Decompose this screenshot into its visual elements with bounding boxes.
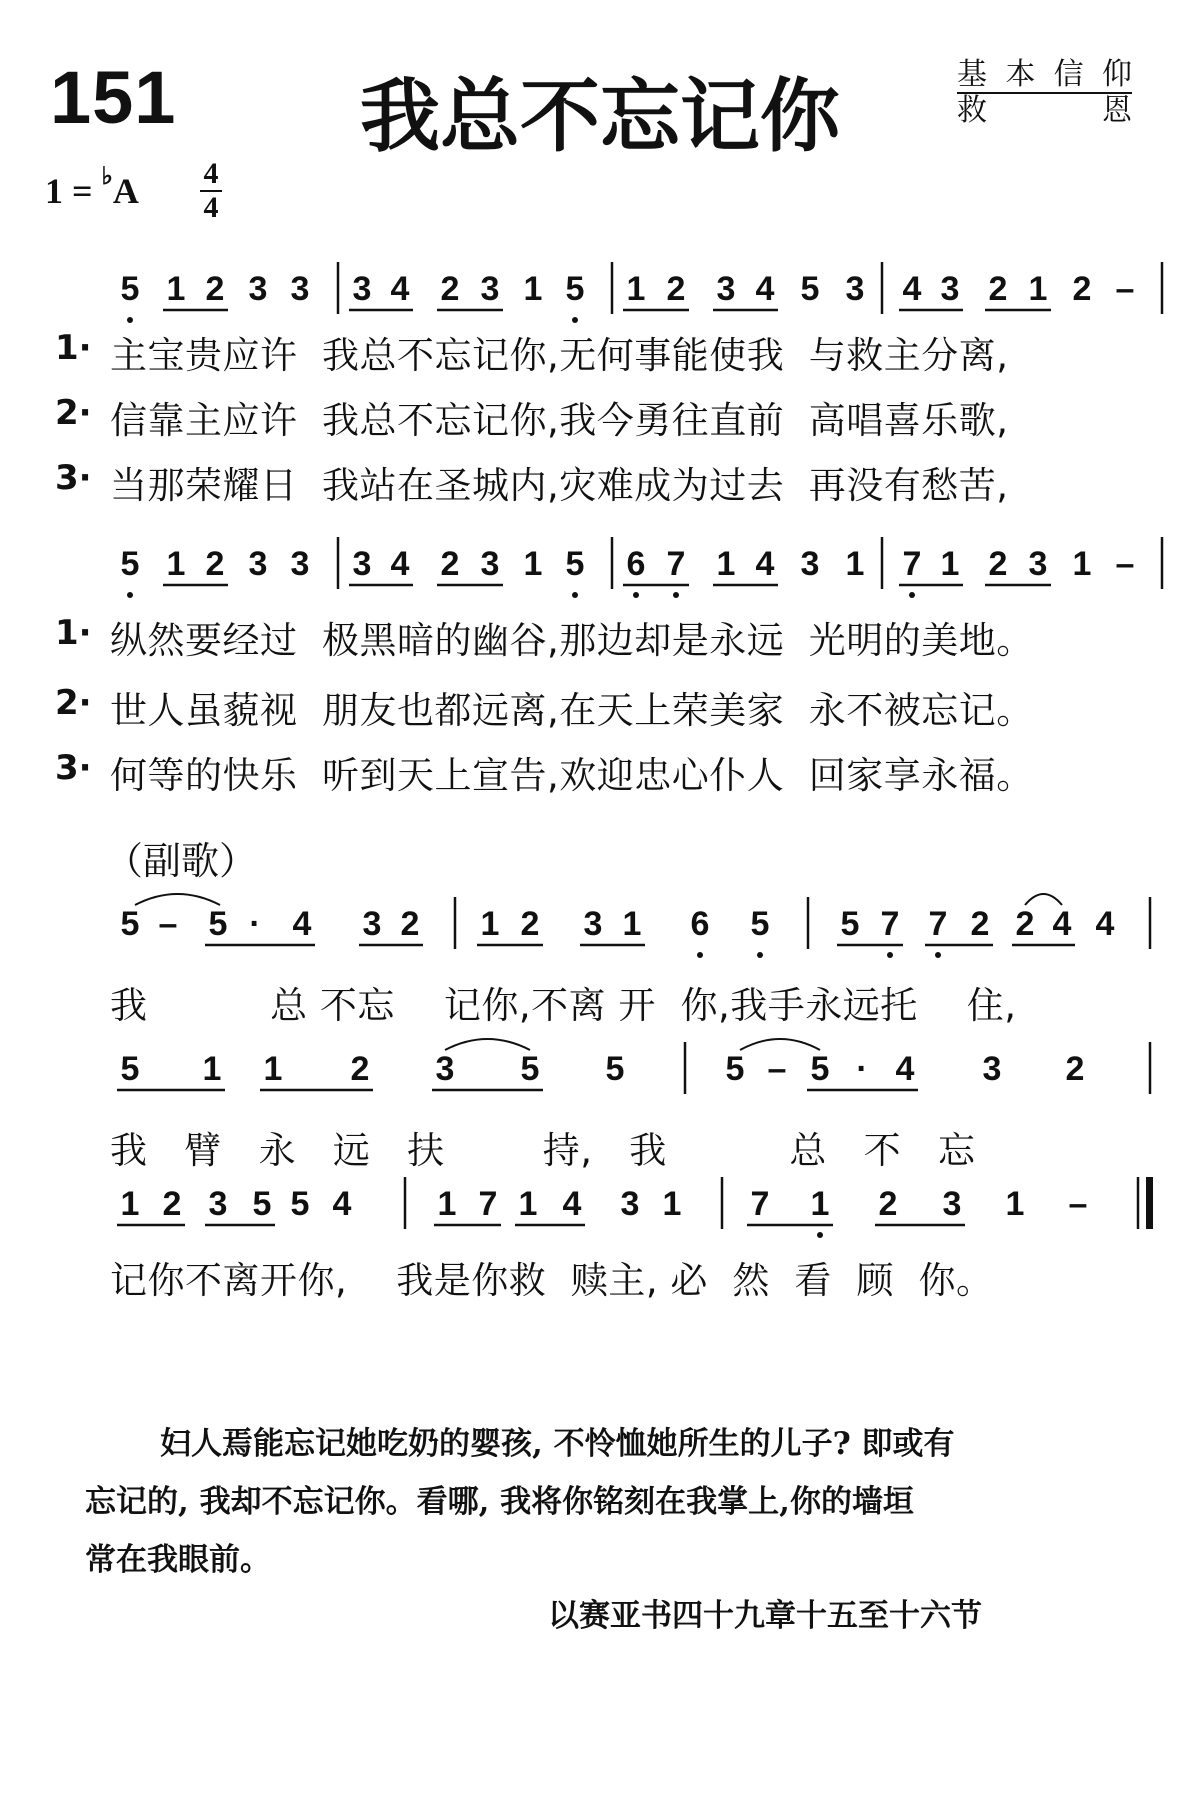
note: 2 xyxy=(520,905,540,943)
note: 5 xyxy=(120,270,140,308)
note: 5 xyxy=(840,905,860,943)
category-label: 基本信仰 xyxy=(957,57,1132,92)
note: 4 xyxy=(895,1050,915,1088)
chorus-label: （副歌） xyxy=(105,839,258,883)
note: 3 xyxy=(942,1185,962,1223)
note: 6 xyxy=(626,545,646,583)
note: 3 xyxy=(583,905,603,943)
note: 1 xyxy=(523,545,543,583)
note: 5 xyxy=(120,905,140,943)
note: 3 xyxy=(352,545,372,583)
note: 5 xyxy=(810,1050,830,1088)
note: 1 xyxy=(940,545,960,583)
note: 2 xyxy=(440,545,460,583)
note: 6 xyxy=(690,905,710,943)
note: 1 xyxy=(1005,1185,1025,1223)
note: 2 xyxy=(205,545,225,583)
scripture-line: 常在我眼前。 xyxy=(85,1542,271,1578)
note: 2 xyxy=(970,905,990,943)
scripture-reference: 以赛亚书四十九章十五至十六节 xyxy=(548,1598,982,1634)
octave-dot xyxy=(909,592,915,598)
note: 1 xyxy=(480,905,500,943)
note: 2 xyxy=(1065,1050,1085,1088)
note: 2 xyxy=(988,270,1008,308)
note: 4 xyxy=(755,270,775,308)
note: 2 xyxy=(400,905,420,943)
octave-dot xyxy=(757,952,763,958)
note: 4 xyxy=(292,905,312,943)
note: 7 xyxy=(666,545,686,583)
note: 3 xyxy=(716,270,736,308)
note: 1 xyxy=(626,270,646,308)
chorus-lyric-line: 我 臂 永 远 扶 持, 我 总 不 忘 xyxy=(110,1129,976,1172)
note: 3 xyxy=(1028,545,1048,583)
lyric-line: 信靠主应许 我总不忘记你,我今勇往直前 高唱喜乐歌, xyxy=(110,399,1009,442)
note: 1 xyxy=(1028,270,1048,308)
note: 2 xyxy=(988,545,1008,583)
note: 2 xyxy=(205,270,225,308)
note: 3 xyxy=(940,270,960,308)
lyric-line: 世人虽藐视 朋友也都远离,在天上荣美家 永不被忘记。 xyxy=(110,689,1034,732)
octave-dot xyxy=(127,317,133,323)
verse-number: 2· xyxy=(55,393,92,433)
final-bar xyxy=(1146,1177,1153,1229)
note: 3 xyxy=(248,270,268,308)
note: 1 xyxy=(622,905,642,943)
note: 4 xyxy=(562,1185,582,1223)
note: 1 xyxy=(263,1050,283,1088)
note: 5 xyxy=(120,1050,140,1088)
octave-dot xyxy=(572,317,578,323)
note: 4 xyxy=(755,545,775,583)
note: 1 xyxy=(662,1185,682,1223)
note: 3 xyxy=(290,270,310,308)
note: 3 xyxy=(352,270,372,308)
lyric-line: 当那荣耀日 我站在圣城内,灾难成为过去 再没有愁苦, xyxy=(110,464,1009,507)
note: 3 xyxy=(290,545,310,583)
note: 1 xyxy=(166,270,186,308)
note: 1 xyxy=(716,545,736,583)
note: 1 xyxy=(523,270,543,308)
note: 1 xyxy=(810,1185,830,1223)
lyric-line: 何等的快乐 听到天上宣告,欢迎忠心仆人 回家享永福。 xyxy=(110,754,1034,797)
note: 3 xyxy=(845,270,865,308)
note: 5 xyxy=(565,270,585,308)
meter-bottom: 4 xyxy=(203,191,219,224)
note: 7 xyxy=(750,1185,770,1223)
note: 5 xyxy=(605,1050,625,1088)
chorus-lyric-line: 我 总 不忘 记你,不离 开 你,我手永远托 住, xyxy=(110,984,1017,1027)
note: – xyxy=(1115,545,1135,583)
note: 3 xyxy=(480,270,500,308)
key-letter: A xyxy=(112,171,139,211)
lyric-line: 纵然要经过 极黑暗的幽谷,那边却是永远 光明的美地。 xyxy=(110,619,1034,662)
note: 3 xyxy=(435,1050,455,1088)
note: · xyxy=(856,1050,868,1088)
note: – xyxy=(158,905,178,943)
verse-number: 3· xyxy=(55,748,92,788)
note: 5 xyxy=(120,545,140,583)
slur xyxy=(1025,894,1062,905)
note: 3 xyxy=(620,1185,640,1223)
note: 4 xyxy=(390,270,410,308)
verse-number: 2· xyxy=(55,683,92,723)
note: · xyxy=(249,905,261,943)
scripture-line: 妇人焉能忘记她吃奶的婴孩, 不怜恤她所生的儿子? 即或有 xyxy=(160,1426,955,1462)
chorus-lyric-line: 记你不离开你, 我是你救 赎主, 必 然 看 顾 你。 xyxy=(110,1259,994,1302)
note: 1 xyxy=(1072,545,1092,583)
flat-sign: ♭ xyxy=(101,164,113,190)
scripture-line: 忘记的, 我却不忘记你。看哪, 我将你铭刻在我掌上,你的墙垣 xyxy=(85,1484,914,1520)
note: 1 xyxy=(845,545,865,583)
note: 4 xyxy=(332,1185,352,1223)
octave-dot xyxy=(127,592,133,598)
note: 5 xyxy=(750,905,770,943)
note: 1 xyxy=(518,1185,538,1223)
note: 2 xyxy=(878,1185,898,1223)
note: 2 xyxy=(666,270,686,308)
octave-dot xyxy=(817,1232,823,1238)
note: 7 xyxy=(928,905,948,943)
note: 2 xyxy=(1015,905,1035,943)
verse-number: 1· xyxy=(55,328,92,368)
note: 3 xyxy=(208,1185,228,1223)
note: 4 xyxy=(390,545,410,583)
note: 4 xyxy=(1052,905,1072,943)
octave-dot xyxy=(673,592,679,598)
note: 3 xyxy=(248,545,268,583)
note: 7 xyxy=(880,905,900,943)
note: 3 xyxy=(800,545,820,583)
lyric-line: 主宝贵应许 我总不忘记你,无何事能使我 与救主分离, xyxy=(110,334,1009,377)
note: – xyxy=(1115,270,1135,308)
hymn-number: 151 xyxy=(50,56,177,139)
note: 1 xyxy=(437,1185,457,1223)
slur xyxy=(740,1039,820,1050)
note: 4 xyxy=(902,270,922,308)
note: 1 xyxy=(120,1185,140,1223)
note: 5 xyxy=(565,545,585,583)
meter-top: 4 xyxy=(203,157,219,190)
key-prefix: 1 = xyxy=(45,171,102,211)
note: 3 xyxy=(982,1050,1002,1088)
note: 5 xyxy=(725,1050,745,1088)
slur xyxy=(445,1039,530,1050)
slur xyxy=(135,894,220,905)
note: 2 xyxy=(350,1050,370,1088)
note: – xyxy=(1068,1185,1088,1223)
note: 5 xyxy=(208,905,228,943)
note: 1 xyxy=(202,1050,222,1088)
note: 3 xyxy=(362,905,382,943)
note: 1 xyxy=(166,545,186,583)
subcategory-label: 救恩 xyxy=(957,93,1132,128)
octave-dot xyxy=(633,592,639,598)
octave-dot xyxy=(887,952,893,958)
octave-dot xyxy=(572,592,578,598)
note: 3 xyxy=(480,545,500,583)
note: 5 xyxy=(252,1185,272,1223)
verse-number: 1· xyxy=(55,613,92,653)
note: 5 xyxy=(800,270,820,308)
note: 2 xyxy=(162,1185,182,1223)
note: 2 xyxy=(1072,270,1092,308)
note: 5 xyxy=(290,1185,310,1223)
note: 7 xyxy=(902,545,922,583)
note: 5 xyxy=(520,1050,540,1088)
verse-number: 3· xyxy=(55,458,92,498)
page-title: 我总不忘记你 xyxy=(360,70,840,163)
note: 7 xyxy=(478,1185,498,1223)
octave-dot xyxy=(697,952,703,958)
note: 4 xyxy=(1095,905,1115,943)
octave-dot xyxy=(935,952,941,958)
note: 2 xyxy=(440,270,460,308)
note: – xyxy=(767,1050,787,1088)
